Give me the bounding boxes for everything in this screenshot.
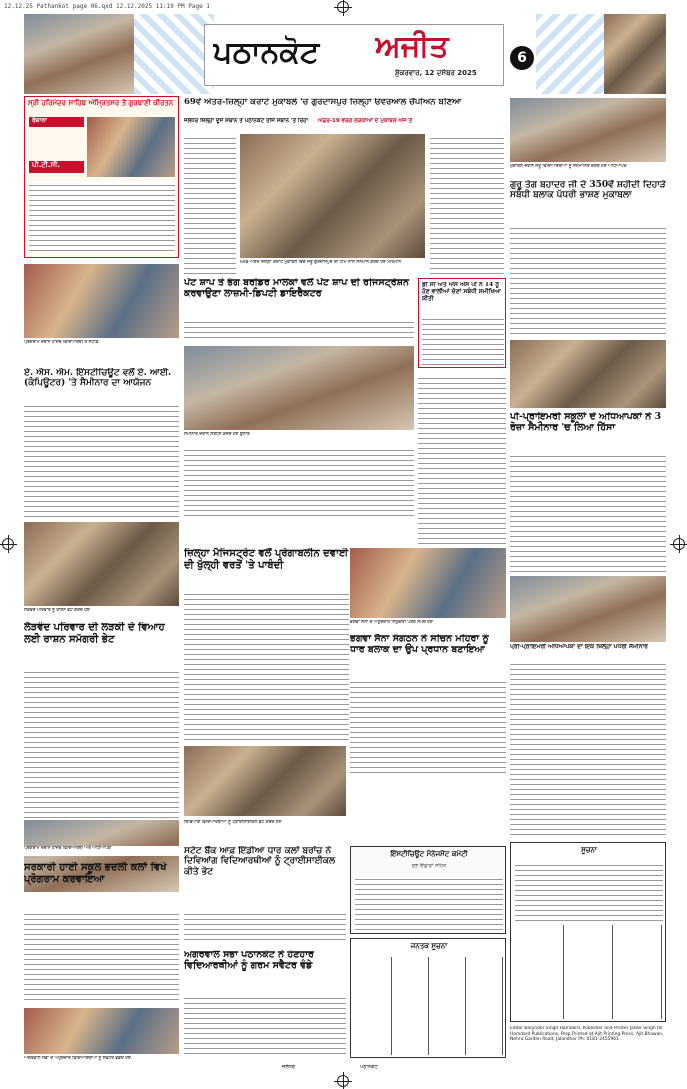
ration-body [24, 668, 179, 818]
paint-body [184, 318, 414, 340]
masthead-title: ਅਜੀਤ [375, 29, 449, 64]
right-top-caption: ਮੁਕਾਬਲੇ ਦੌਰਾਨ ਜੇਤੂ ਵਿਦਿਆਰਥੀਆਂ ਨੂੰ ਸਨਮਾਨਿਤ ਕਰਦੇ ਹੋਏ ਅਧਿਆਪਕ [510, 164, 627, 169]
color-bar [24, 1064, 144, 1072]
seminar-body-2 [510, 660, 666, 836]
registration-mark [337, 1075, 349, 1087]
footer-right: ਪਠਾਨਕੋਟ [360, 1064, 378, 1070]
school-caption: ਪ੍ਰੋਗਰਾਮ ਦੌਰਾਨ ਹਾਜ਼ਰ ਵਿਦਿਆਰਥੀ ਅਤੇ ਅਧਿਆਪਕ [24, 846, 179, 856]
magistrate-body [184, 590, 349, 742]
asm-headline: ਏ. ਐਸ. ਐਮ. ਇੰਸਟੀਚਿਊਟ ਵਲੋਂ ਏ. ਆਈ. (ਕੰਪਿਊਟਰ) 'ਤੇ ਸੈਮੀਨਾਰ ਦਾ ਆਯੋਜਨ [24, 368, 172, 389]
sweater-photo [24, 1008, 179, 1054]
school-headline: ਸਰਕਾਰੀ ਹਾਈ ਸਕੂਲ ਭਦਲੀ ਕਲਾਂ ਵਿਖੇ ਪ੍ਰੋਗਰਾਮ ਕਰਵਾਇਆ [24, 862, 167, 885]
lead-subheads [184, 118, 504, 130]
bhagwa-headline: ਭਗਵਾ ਸੈਨਾ ਸੰਗਠਨ ਨੇ ਸਚਿਨ ਮਹਿਰਾ ਨੂੰ ਧਾਰ ਬਲਾਕ ਦਾ ਉਪ ਪ੍ਰਧਾਨ ਬਣਾਇਆ [350, 634, 489, 655]
tricycle-headline: ਸਟੇਟ ਬੈਂਕ ਆਫ਼ ਇੰਡੀਆ ਧਾਰ ਕਲਾਂ ਬਰਾਂਚ ਨੇ ਦਿਵਿਆਂਗ ਵਿਦਿਆਰਥੀਆਂ ਨੂੰ ਟ੍ਰਾਈਸਾਈਕਲ ਕੀਤੇ ਭੇਟ [184, 846, 336, 877]
masthead-photo-right [604, 14, 666, 94]
asm-body-2 [184, 446, 414, 516]
notice-ad-body [515, 861, 663, 921]
colophon-text: Editor Barjinder Singh Hamdard, Publisher and Printer Jasbir Singh for Hamdard Publications, Prop Printed at Ajit Printing Press, Ajit Bhawan, Nehru Garden Road, Jalandhar [510, 1026, 664, 1042]
lead-body-right [430, 134, 504, 274]
tender-ad-table [355, 957, 503, 1055]
institute-ad-subtitle: ਸ਼ੁਭ ਇੱਛਾਵਾਂ ਸਹਿਤ [411, 863, 447, 869]
masthead-panel [204, 24, 504, 86]
lead-sub1: ਜਲੰਧਰ ਜ਼ਿਲ੍ਹਾ ਦੂਜੇ ਸਥਾਨ ਤੇ ਪਠਾਨਕੋਟ ਤੀਜੇ ਸਥਾਨ 'ਤੇ ਰਿਹਾ [184, 118, 309, 124]
right-top-headline: ਗੁਰੂ ਤੇਗ ਬਹਾਦਰ ਜੀ ਦੇ 350ਵੇਂ ਸ਼ਹੀਦੀ ਦਿਹਾੜੇ ਸਬੰਧੀ ਬਲਾਕ ਪੱਧਰੀ ਭਾਸ਼ਣ ਮੁਕਾਬਲਾ [510, 180, 666, 201]
paint-headline: ਪੇਂਟ ਸ਼ਾਪ ਤੇ ਭੰਗ ਬਰੀਡਰ ਮਾਲਕਾਂ ਵਲੋਂ ਪੇਂਟ ਸ਼ਾਪ ਦੀ ਰਜਿਸਟ੍ਰੇਸ਼ਨ ਕਰਵਾਉਣਾ ਲਾਜ਼ਮੀ-ਡਿਪਟੀ ਡਾਇਰੈਕਟਰ [184, 278, 409, 299]
right-top-photo [510, 98, 666, 162]
dc-body-2 [418, 374, 506, 546]
footer-left: ਜਲੰਧਰ [282, 1064, 295, 1070]
asm-caption: ਸੈਮੀਨਾਰ ਦੌਰਾਨ ਸੰਬੋਧਨ ਕਰਦੇ ਹੋਏ ਬੁਲਾਰੇ [184, 432, 250, 437]
masthead-pattern [134, 14, 214, 94]
notice-ad [510, 842, 666, 1022]
seminar-headline: ਪੀ-ਪ੍ਰਾਇਮਰੀ ਸਕੂਲਾਂ ਦੇ ਅਧਿਆਪਕਾਂ ਨੇ 3 ਰੋਜ਼ਾ ਸੈਮੀਨਾਰ 'ਚ ਲਿਆ ਹਿੱਸਾ [510, 412, 662, 433]
colophon [510, 1026, 666, 1060]
tender-ad [350, 938, 506, 1058]
gurbani-box [24, 96, 179, 258]
gurbani-title: ਸ੍ਰੀ ਹਰਿਮੰਦਰ ਸਾਹਿਬ ਅੰਮ੍ਰਿਤਸਰ ਤੋਂ ਗੁਰਬਾਣੀ ਕੀਰਤਨ [28, 99, 174, 107]
magistrate-headline: ਜ਼ਿਲ੍ਹਾ ਮੈਜਿਸਟ੍ਰੇਟ ਵਲੋਂ ਪ੍ਰੇਗਾਬਲੀਨ ਦਵਾਈ ਦੀ ਖੁੱਲ੍ਹੀ ਵਰਤੋਂ 'ਤੇ ਪਾਬੰਦੀ [184, 548, 349, 571]
registration-mark [2, 538, 14, 550]
institute-ad-body [355, 875, 503, 931]
asm-photo [184, 346, 414, 430]
seminar-photo [510, 340, 666, 408]
masthead-photo-left [24, 14, 134, 94]
masthead [24, 14, 666, 94]
dc-box [418, 278, 506, 368]
tricycle-photo [184, 746, 346, 816]
color-bar-right [560, 1064, 680, 1072]
seminar-photo-2 [510, 576, 666, 642]
gurbani-band: ਰੋਜ਼ਾਨਾ [29, 117, 84, 127]
bhagwa-caption: ਭਗਵਾ ਸੈਨਾ ਦੇ ਅਹੁਦੇਦਾਰ ਨਿਯੁਕਤੀ ਪੱਤਰ ਸੌਂਪਦੇ ਹੋਏ [350, 620, 433, 625]
registration-mark [673, 538, 685, 550]
colophon-footnote: Ph: 0181-2455961 [578, 1037, 619, 1042]
right-top-body [510, 224, 666, 334]
seminar-caption-2: ਪ੍ਰੀ-ਪ੍ਰਾਇਮਰੀ ਅਧਿਆਪਕਾਂ ਦਾ ਇਕ ਜ਼ਿਲ੍ਹਾ ਪੱਧਰੀ ਸੈਮੀਨਾਰ [510, 644, 648, 650]
dc-body [422, 315, 504, 365]
school-body [24, 910, 179, 1004]
bhagwa-body [350, 678, 506, 774]
print-meta: 12.12.25 Pathankot page 06.qxd 12.12.2025 11:19 PM Page 1 [4, 3, 210, 10]
lead-photo [240, 134, 425, 258]
bhagwa-photo [350, 548, 506, 618]
ptc-band: ਪੀ.ਟੀ.ਸੀ. [29, 161, 84, 173]
sweater-caption: ਅਗਰਵਾਲ ਸਭਾ ਦੇ ਅਹੁਦੇਦਾਰ ਵਿਦਿਆਰਥੀਆਂ ਨੂੰ ਸਵੈਟਰ ਵੰਡਦੇ ਹੋਏ [24, 1056, 131, 1061]
ration-headline: ਲੋੜਵੰਦ ਪਰਿਵਾਰ ਦੀ ਲੜਕੀ ਦੇ ਵਿਆਹ ਲਈ ਰਾਸ਼ਨ ਸਮੱਗਰੀ ਭੇਟ [24, 622, 165, 645]
gurbani-schedule [29, 181, 175, 253]
tender-ad-title: ਜਨਤਕ ਸੂਚਨਾ [410, 942, 448, 950]
institute-ad-title: ਇੰਸਟੀਚਿਊਟ ਮੈਨੇਜਮੈਂਟ ਕਮੇਟੀ [390, 850, 468, 858]
notice-ad-title: ਸੂਚਨਾ [581, 846, 597, 854]
ration-caption: ਲੋੜਵੰਦ ਪਰਿਵਾਰ ਨੂੰ ਰਾਸ਼ਨ ਭੇਟ ਕਰਦੇ ਹੋਏ [24, 608, 90, 613]
lead-headline: 69ਵੇਂ ਅੰਤਰ-ਜ਼ਿਲ੍ਹਾ ਕਰਾਟੇ ਮੁਕਾਬਲੇ 'ਚ ਗੁਰਦਾਸਪੁਰ ਜ਼ਿਲ੍ਹਾ ਓਵਰਆਲ ਚੈਂਪੀਅਨ ਬਣਿਆ [184, 98, 462, 107]
tricycle-caption: ਦਿਵਿਆਂਗ ਵਿਦਿਆਰਥੀਆਂ ਨੂੰ ਟ੍ਰਾਈਸਾਈਕਲ ਭੇਟ ਕਰਦੇ ਹੋਏ [184, 820, 282, 825]
asm-body [24, 402, 179, 518]
lead-sub2: ਅੰਡਰ-19 ਵਰਗ ਲੜਕੀਆਂ ਦੇ ਮੁਕਾਬਲੇ ਅੱਜ ਤੋਂ [318, 118, 413, 124]
masthead-city: ਪਠਾਨਕੋਟ [213, 35, 320, 70]
lead-body [184, 134, 236, 274]
paint-photo [24, 264, 179, 338]
dc-headline: ਡੀ ਸੀ ਅਤੇ ਐਸ ਐਸ ਪੀ ਨੇ 14 ਨੂੰ ਹੋਣ ਵਾਲੀਆਂ ਚੋਣਾਂ ਸਬੰਧੀ ਸਮੀਖਿਆ ਕੀਤੀ [422, 282, 501, 302]
tricycle-body [184, 910, 346, 944]
page-number: 6 [510, 46, 534, 70]
seminar-body [510, 452, 666, 572]
lead-caption: 69ਵੇਂ ਅੰਤਰ ਜ਼ਿਲ੍ਹਾ ਕਰਾਟੇ ਮੁਕਾਬਲੇ ਵਿਚ ਜੇਤੂ ਗੁਰਦਾਸਪੁਰ ਦੀ ਟੀਮ ਨਾਲ ਸਨਮਾਨ ਕਰਦੇ ਹੋਏ ਮਹਿਮਾਨ [240, 260, 402, 265]
notice-ad-table [515, 925, 663, 1019]
registration-mark [337, 1, 349, 13]
masthead-date: ਸ਼ੁੱਕਰਵਾਰ, 12 ਦਸੰਬਰ 2025 [395, 69, 477, 77]
sweater-body [184, 994, 346, 1058]
paint-caption: ਪ੍ਰੋਗਰਾਮ ਦੌਰਾਨ ਹਾਜ਼ਰ ਵਿਦਿਆਰਥੀ ਤੇ ਸਟਾਫ਼ [24, 340, 99, 345]
institute-ad [350, 846, 506, 934]
sweater-headline: ਅਗਰਵਾਲ ਸਭਾ ਪਠਾਨਕੋਟ ਨੇ ਹੋਣਹਾਰ ਵਿਦਿਆਰਥੀਆਂ ਨੂੰ ਗਰਮ ਸਵੈਟਰ ਵੰਡੇ [184, 950, 314, 971]
ration-photo [24, 522, 179, 606]
golden-temple-photo [87, 117, 175, 177]
